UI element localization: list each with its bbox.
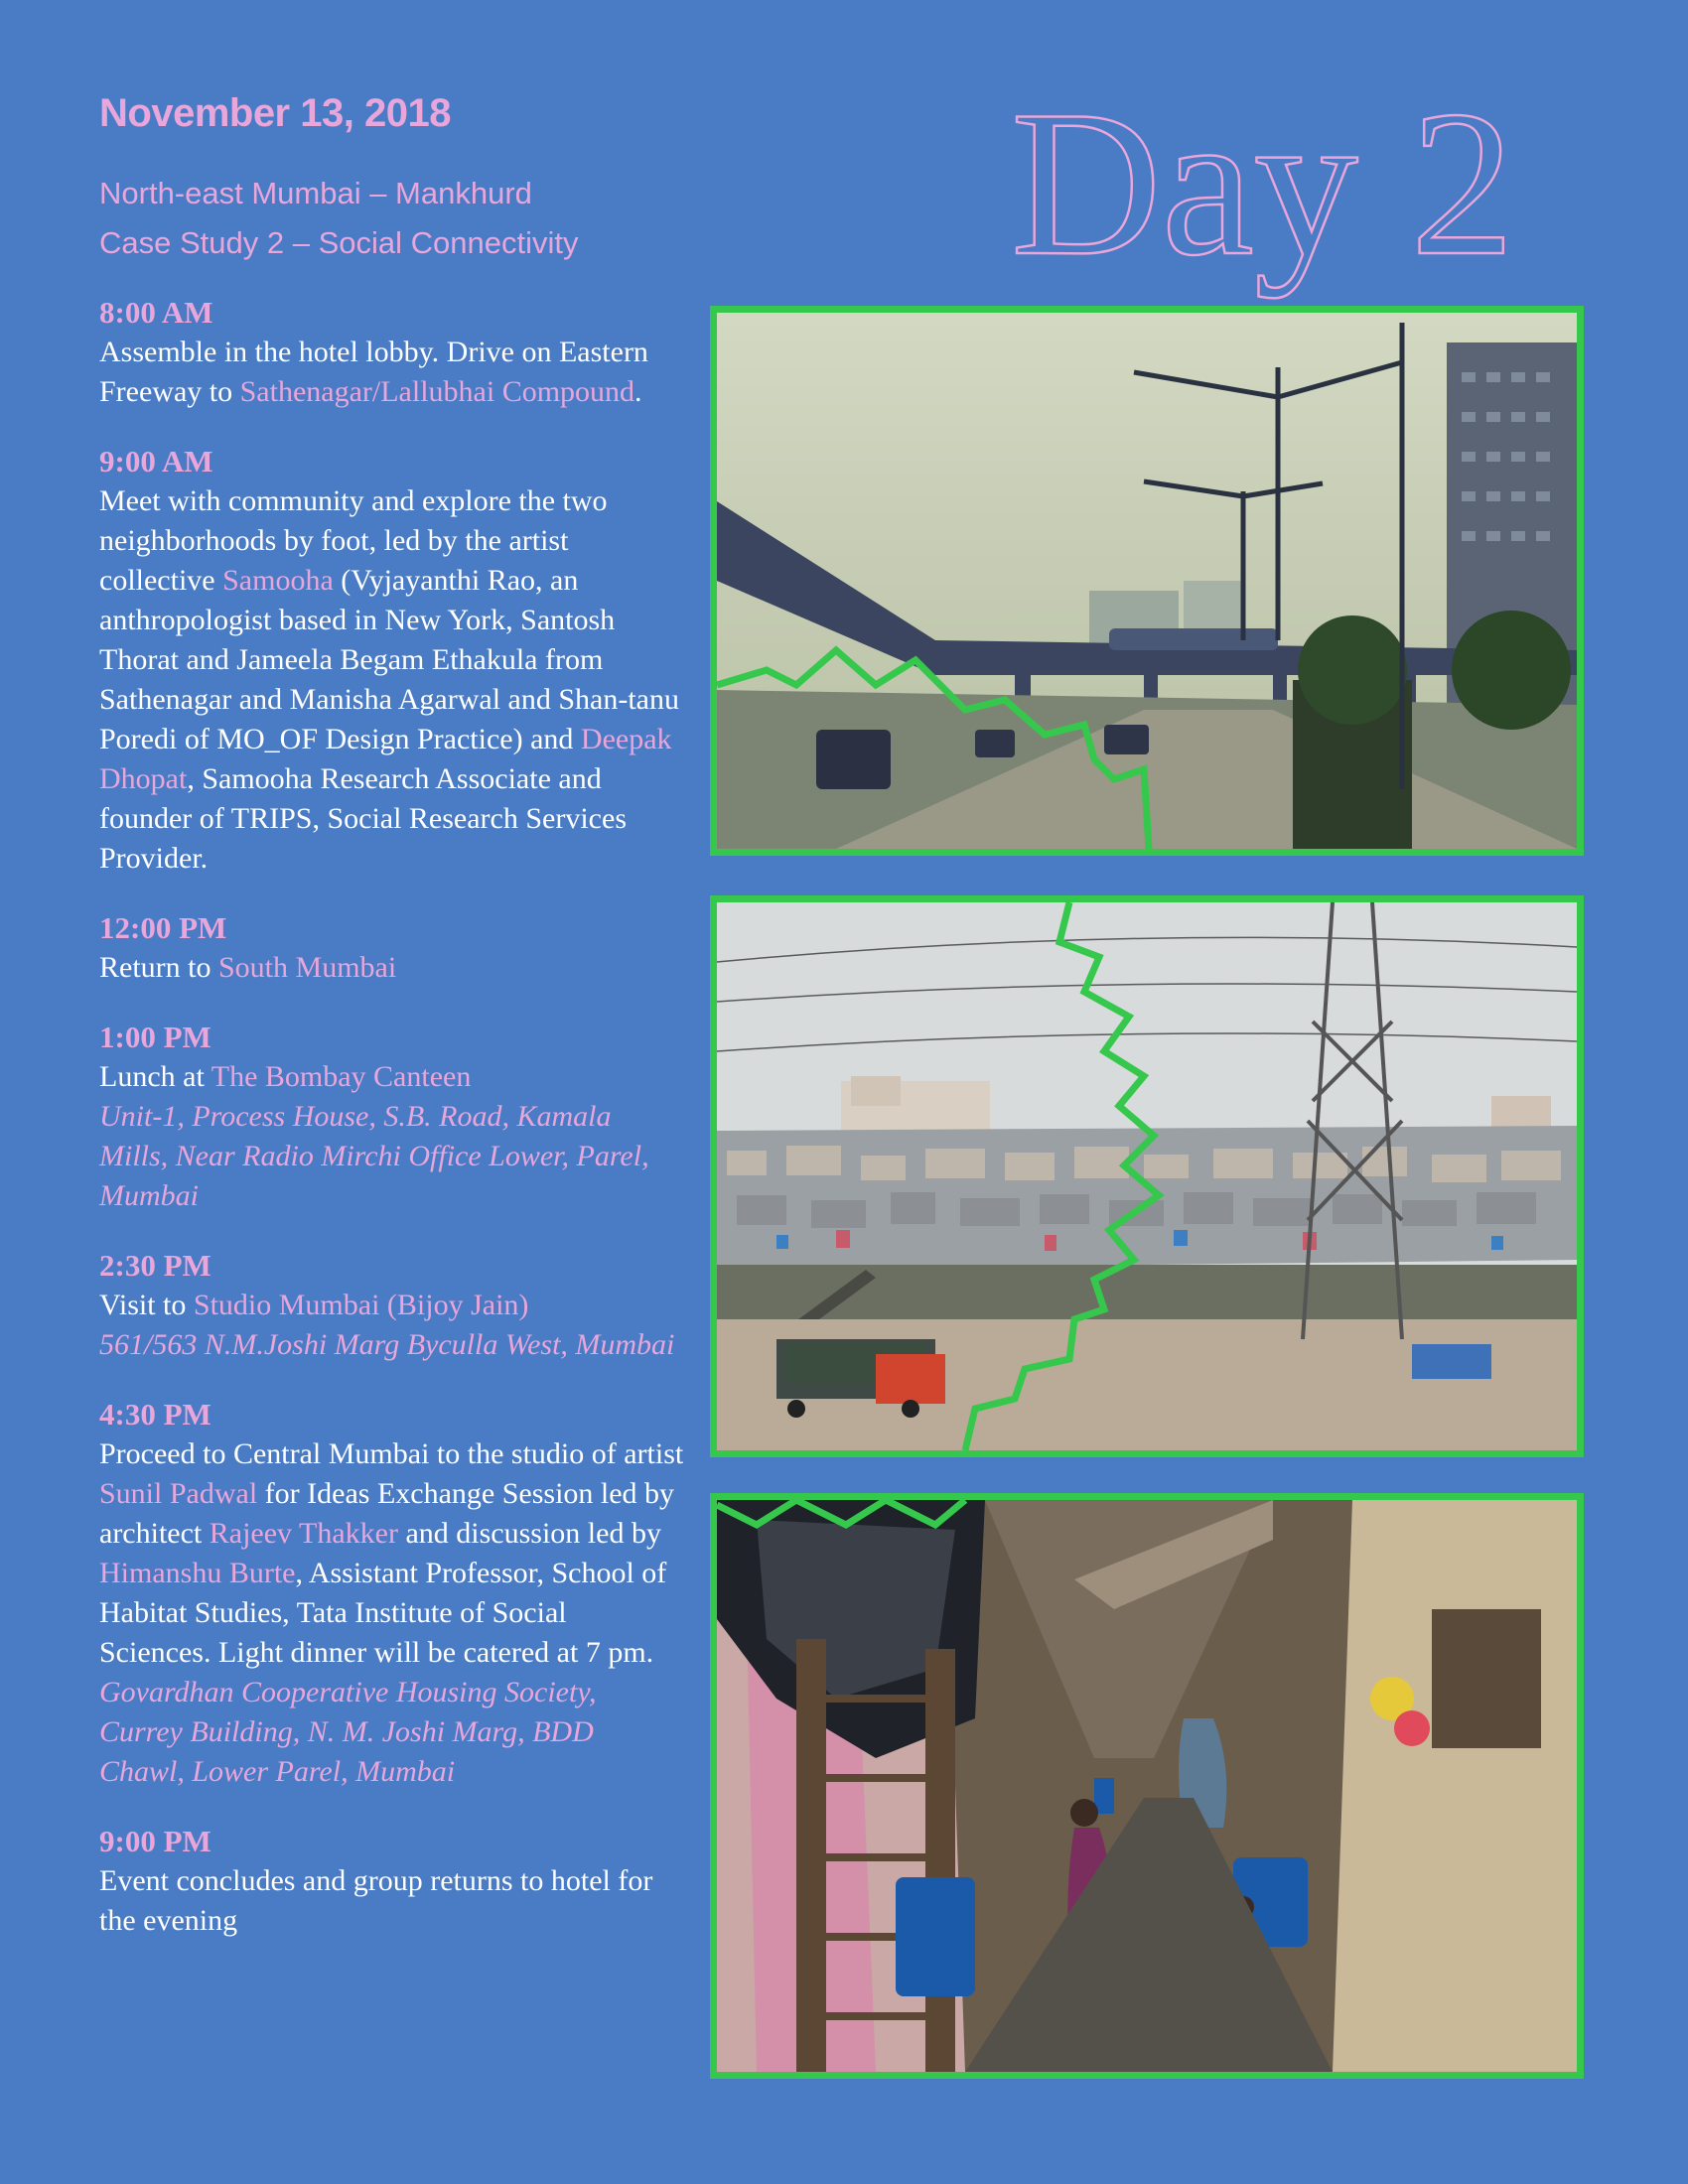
day-title-text: Day 2	[1011, 69, 1515, 299]
schedule-time: 9:00 AM	[99, 444, 213, 478]
schedule-entry	[99, 442, 685, 879]
highlighted-link[interactable]: The Bombay Canteen	[211, 1060, 472, 1093]
description-text: Visit to	[99, 1289, 194, 1321]
description-text: and discussion led by	[397, 1517, 661, 1550]
description-text: .	[634, 375, 642, 408]
description-text: Proceed to Central Mumbai to the studio of artist	[99, 1437, 684, 1470]
schedule-time: 8:00 AM	[99, 295, 213, 330]
description-text: Return to	[99, 951, 218, 984]
highlighted-link[interactable]: Samooha	[222, 564, 334, 597]
schedule-description	[99, 333, 685, 412]
schedule-time: 1:00 PM	[99, 1020, 211, 1054]
schedule-address: Unit-1, Process House, S.B. Road, Kamala Mills, Near Radio Mirchi Office Lower, Parel, Mumbai	[99, 1100, 649, 1212]
description-text: (Vyjayanthi Rao, an anthropologist based in New York, Santosh Thorat and Jameela Begam Ethakula from Sathenagar and Manisha Agarwal and Shan-tanu Poredi of MO_OF Design Practice) and	[99, 564, 679, 755]
schedule-description	[99, 1861, 685, 1941]
schedule-time: 9:00 PM	[99, 1824, 211, 1858]
highlighted-link[interactable]: Sunil Padwal	[99, 1477, 258, 1510]
schedule-description	[99, 1434, 685, 1673]
description-text: Meet with community and explore the two neighborhoods by foot, led by the artist collective	[99, 484, 608, 597]
schedule-time: 12:00 PM	[99, 910, 227, 945]
highlighted-link[interactable]: South Mumbai	[218, 951, 397, 984]
highlighted-link[interactable]: Rajeev Thakker	[209, 1517, 398, 1550]
schedule-entry	[99, 1822, 685, 1941]
highlighted-link[interactable]: Studio Mumbai (Bijoy Jain)	[193, 1289, 529, 1321]
settlement-photo	[710, 895, 1584, 1457]
description-text: for Ideas Exchange Session led by architect	[99, 1477, 675, 1550]
schedule-list	[99, 293, 685, 1971]
schedule-time: 2:30 PM	[99, 1248, 211, 1283]
schedule-entry	[99, 1395, 685, 1792]
schedule-description	[99, 1286, 685, 1325]
schedule-entry	[99, 293, 685, 412]
description-text: Event concludes and group returns to hotel for the evening	[99, 1864, 653, 1937]
highlighted-link[interactable]: Himanshu Burte	[99, 1557, 296, 1589]
highlighted-link[interactable]: Sathenagar/Lallubhai Compound	[239, 375, 635, 408]
schedule-description	[99, 948, 685, 988]
schedule-description	[99, 1057, 685, 1097]
schedule-entry	[99, 1018, 685, 1216]
freeway-photo	[710, 306, 1584, 856]
description-text: Assemble in the hotel lobby. Drive on Eastern Freeway to	[99, 336, 648, 408]
schedule-date: November 13, 2018	[99, 91, 451, 135]
description-text: Lunch at	[99, 1060, 211, 1093]
schedule-address: 561/563 N.M.Joshi Marg Byculla West, Mumbai	[99, 1328, 675, 1361]
schedule-entry	[99, 908, 685, 988]
location-subtitle: North-east Mumbai – Mankhurd	[99, 176, 532, 210]
description-text: , Samooha Research Associate and founder of TRIPS, Social Research Services Provider.	[99, 762, 627, 875]
alley-photo	[710, 1493, 1584, 2079]
schedule-description	[99, 481, 685, 879]
description-text: , Assistant Professor, School of Habitat Studies, Tata Institute of Social Sciences. Light dinner will be catered at 7 pm.	[99, 1557, 667, 1669]
day-title	[1003, 69, 1638, 308]
highlighted-link[interactable]: Deepak Dhopat	[99, 723, 672, 795]
schedule-entry	[99, 1246, 685, 1365]
schedule-time: 4:30 PM	[99, 1397, 211, 1432]
schedule-address: Govardhan Cooperative Housing Society, Currey Building, N. M. Joshi Marg, BDD Chawl, Lower Parel, Mumbai	[99, 1676, 597, 1788]
case-study-subtitle: Case Study 2 – Social Connectivity	[99, 225, 579, 260]
